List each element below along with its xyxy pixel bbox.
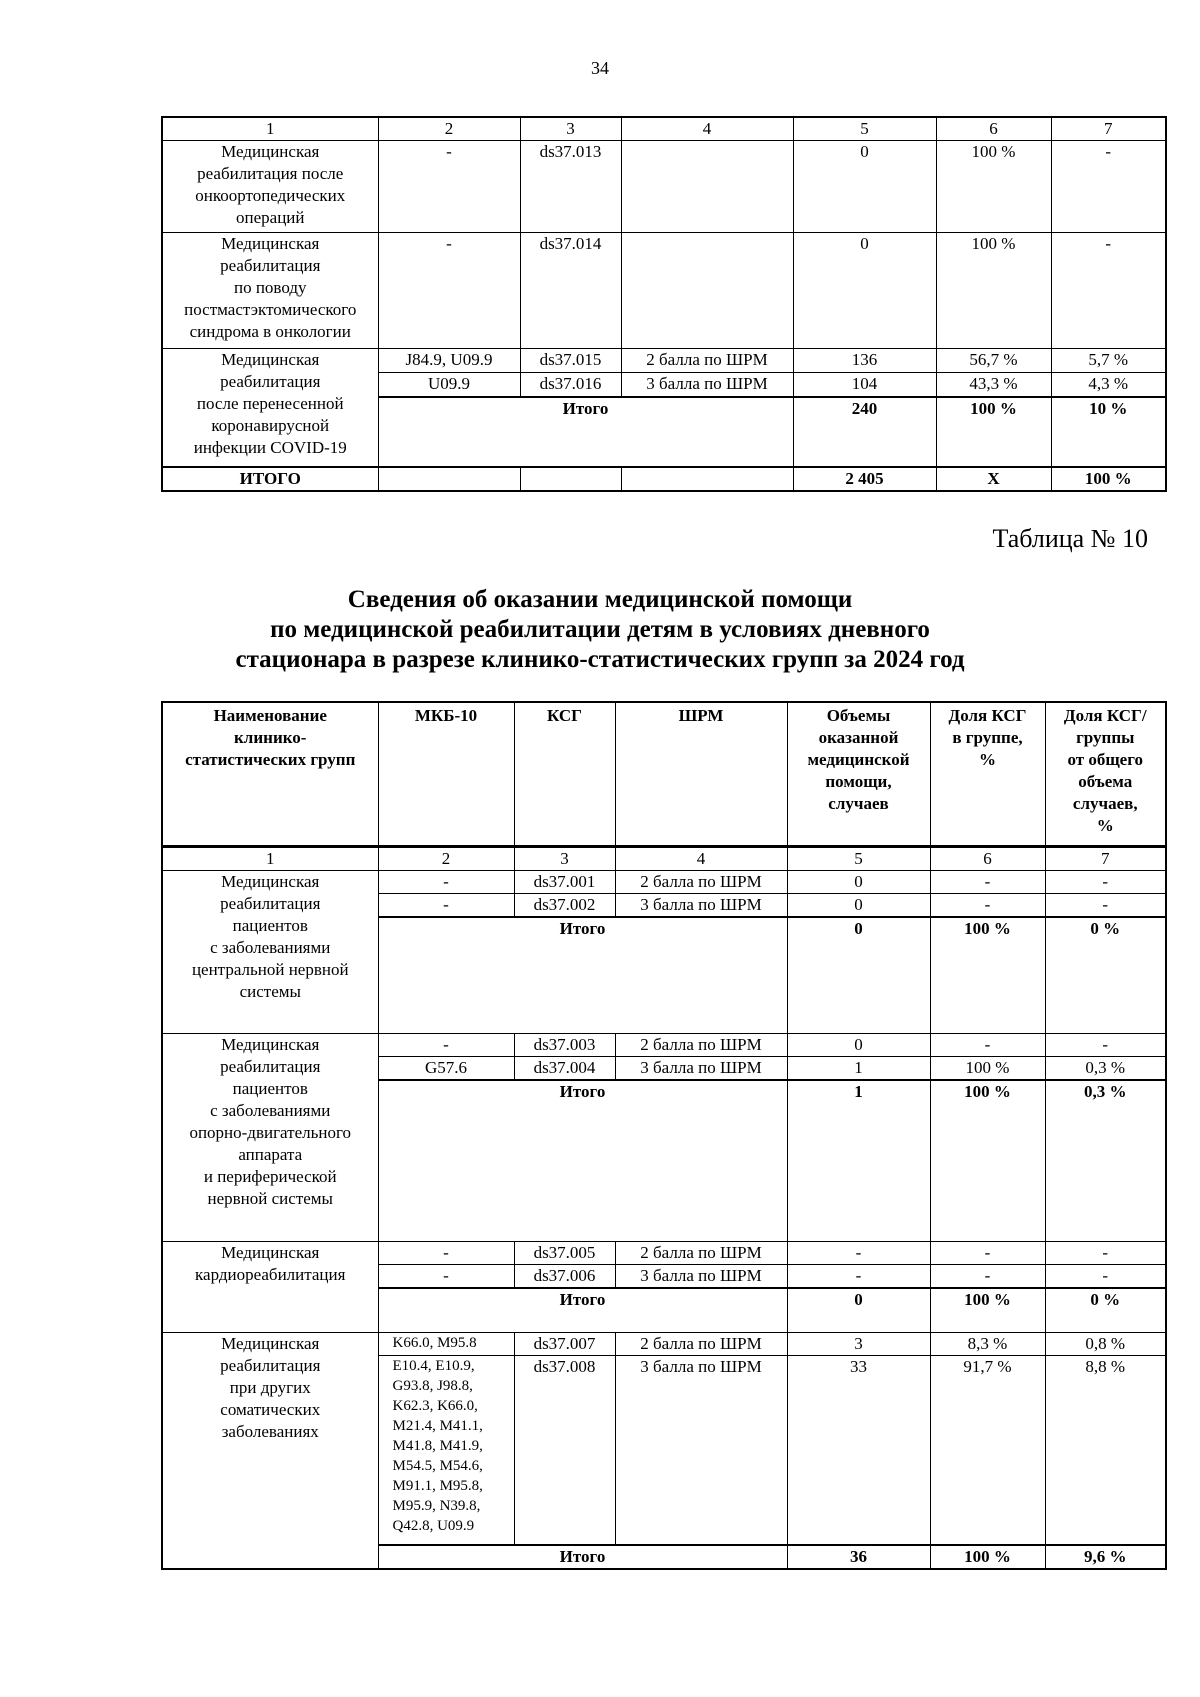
group-name: Медицинская реабилитация при других соматических заболеваниях	[162, 1332, 378, 1569]
share-group-cell: 100 %	[930, 1545, 1045, 1569]
shrm-cell	[621, 233, 793, 349]
shrm-cell: 2 балла по ШРМ	[615, 1242, 787, 1265]
share-total-cell: 100 %	[1051, 467, 1166, 491]
volume-cell: 240	[793, 397, 936, 467]
share-total-cell: 0,3 %	[1045, 1056, 1166, 1080]
col-number: 1	[162, 847, 378, 871]
group-name: Медицинская реабилитация по поводу постмастэктомического синдрома в онкологии	[162, 233, 378, 349]
volume-cell: 136	[793, 349, 936, 373]
share-group-cell: 100 %	[936, 141, 1051, 233]
share-total-cell: 0 %	[1045, 917, 1166, 1033]
volume-cell: 1	[787, 1080, 930, 1242]
share-group-cell: X	[936, 467, 1051, 491]
share-total-cell: 5,7 %	[1051, 349, 1166, 373]
header-share-total: Доля КСГ/ группы от общего объема случаев, %	[1045, 702, 1166, 847]
share-group-cell: 91,7 %	[930, 1355, 1045, 1545]
ksg-cell: ds37.016	[520, 373, 621, 397]
mkb-cell: -	[378, 871, 514, 894]
ksg-cell: ds37.013	[520, 141, 621, 233]
table-number: Таблица № 10	[992, 524, 1148, 553]
header-name: Наименование клинико- статистических групп	[162, 702, 378, 847]
col-number: 7	[1051, 117, 1166, 141]
mkb-cell: -	[378, 1033, 514, 1056]
table-row	[162, 1242, 1166, 1265]
column-number-row	[162, 847, 1166, 871]
header-share-group: Доля КСГ в группе, %	[930, 702, 1045, 847]
share-total-cell: -	[1045, 894, 1166, 918]
volume-cell: 0	[787, 1288, 930, 1332]
share-group-cell: 100 %	[930, 917, 1045, 1033]
page-title: Сведения об оказании медицинской помощи по медицинской реабилитации детям в условиях дневного стационара в разрезе клинико-статистических групп за 2024 год	[235, 586, 965, 673]
subtotal-label: Итого	[378, 917, 787, 1033]
share-group-cell: 8,3 %	[930, 1332, 1045, 1355]
column-number-row	[162, 117, 1166, 141]
ksg-cell: ds37.005	[514, 1242, 615, 1265]
share-group-cell: -	[930, 894, 1045, 918]
share-total-cell: -	[1051, 233, 1166, 349]
share-total-cell: 0,8 %	[1045, 1332, 1166, 1355]
group-name: Медицинская реабилитация пациентов с заболеваниями опорно-двигательного аппарата и периферической нервной системы	[162, 1033, 378, 1242]
mkb-cell: -	[378, 1265, 514, 1289]
shrm-cell: 2 балла по ШРМ	[615, 1332, 787, 1355]
group-name: Медицинская реабилитация пациентов с заболеваниями центральной нервной системы	[162, 871, 378, 1034]
table-row	[162, 233, 1166, 349]
share-total-cell: 4,3 %	[1051, 373, 1166, 397]
share-total-cell: -	[1045, 1033, 1166, 1056]
ksg-cell: ds37.015	[520, 349, 621, 373]
share-total-cell: 10 %	[1051, 397, 1166, 467]
volume-cell: 0	[793, 141, 936, 233]
col-number: 3	[520, 117, 621, 141]
table-row	[162, 1033, 1166, 1056]
col-number: 6	[936, 117, 1051, 141]
shrm-cell: 2 балла по ШРМ	[615, 1033, 787, 1056]
volume-cell: 0	[787, 871, 930, 894]
share-total-cell: -	[1045, 1265, 1166, 1289]
volume-cell: 104	[793, 373, 936, 397]
table-row	[162, 1332, 1166, 1355]
share-total-cell: 8,8 %	[1045, 1355, 1166, 1545]
ksg-cell: ds37.008	[514, 1355, 615, 1545]
mkb-cell: -	[378, 894, 514, 918]
ksg-cell: ds37.002	[514, 894, 615, 918]
volume-cell: -	[787, 1265, 930, 1289]
empty-cell	[520, 467, 621, 491]
col-number: 2	[378, 847, 514, 871]
header-volume: Объемы оказанной медицинской помощи, случаев	[787, 702, 930, 847]
subtotal-label: Итого	[378, 1288, 787, 1332]
share-group-cell: 100 %	[936, 397, 1051, 467]
col-number: 4	[621, 117, 793, 141]
share-group-cell: -	[930, 1033, 1045, 1056]
grand-total-row	[162, 467, 1166, 491]
col-number: 2	[378, 117, 520, 141]
group-name: Медицинская реабилитация после онкоортопедических операций	[162, 141, 378, 233]
volume-cell: 33	[787, 1355, 930, 1545]
share-group-cell: 100 %	[936, 233, 1051, 349]
mkb-cell: -	[378, 233, 520, 349]
share-group-cell: -	[930, 1242, 1045, 1265]
share-group-cell: -	[930, 1265, 1045, 1289]
shrm-cell: 3 балла по ШРМ	[615, 894, 787, 918]
volume-cell: 3	[787, 1332, 930, 1355]
col-number: 5	[793, 117, 936, 141]
table-row	[162, 349, 1166, 373]
share-total-cell: -	[1045, 1242, 1166, 1265]
empty-cell	[378, 467, 520, 491]
share-total-cell: -	[1045, 871, 1166, 894]
col-number: 4	[615, 847, 787, 871]
share-total-cell: 9,6 %	[1045, 1545, 1166, 1569]
header-shrm: ШРМ	[615, 702, 787, 847]
mkb-cell: U09.9	[378, 373, 520, 397]
group-name: Медицинская кардиореабилитация	[162, 1242, 378, 1333]
col-number: 7	[1045, 847, 1166, 871]
volume-cell: 1	[787, 1056, 930, 1080]
shrm-cell	[621, 141, 793, 233]
continuation-table	[161, 116, 1167, 492]
share-group-cell: 100 %	[930, 1080, 1045, 1242]
header-row	[162, 702, 1166, 847]
page-number: 34	[591, 58, 609, 78]
share-group-cell: 100 %	[930, 1288, 1045, 1332]
mkb-cell: -	[378, 141, 520, 233]
volume-cell: -	[787, 1242, 930, 1265]
share-total-cell: -	[1051, 141, 1166, 233]
shrm-cell: 3 балла по ШРМ	[615, 1355, 787, 1545]
table-row	[162, 141, 1166, 233]
mkb-cell: -	[378, 1242, 514, 1265]
rehabilitation-table	[161, 701, 1167, 1570]
share-group-cell: 43,3 %	[936, 373, 1051, 397]
share-group-cell: 56,7 %	[936, 349, 1051, 373]
volume-cell: 0	[787, 1033, 930, 1056]
share-group-cell: -	[930, 871, 1045, 894]
header-ksg: КСГ	[514, 702, 615, 847]
shrm-cell: 3 балла по ШРМ	[615, 1056, 787, 1080]
header-mkb: МКБ-10	[378, 702, 514, 847]
ksg-cell: ds37.001	[514, 871, 615, 894]
ksg-cell: ds37.014	[520, 233, 621, 349]
mkb-cell: E10.4, E10.9, G93.8, J98.8, K62.3, K66.0, M21.4, M41.1, M41.8, M41.9, M54.5, M54.6, M91.1, M95.8, M95.9, N39.8, Q42.8, U09.9	[378, 1355, 514, 1545]
volume-cell: 2 405	[793, 467, 936, 491]
volume-cell: 0	[793, 233, 936, 349]
table-row	[162, 871, 1166, 894]
mkb-cell: G57.6	[378, 1056, 514, 1080]
shrm-cell: 3 балла по ШРМ	[621, 373, 793, 397]
ksg-cell: ds37.004	[514, 1056, 615, 1080]
share-total-cell: 0,3 %	[1045, 1080, 1166, 1242]
volume-cell: 0	[787, 894, 930, 918]
group-name: Медицинская реабилитация после перенесенной коронавирусной инфекции COVID-19	[162, 349, 378, 467]
col-number: 3	[514, 847, 615, 871]
shrm-cell: 2 балла по ШРМ	[621, 349, 793, 373]
mkb-cell: K66.0, M95.8	[378, 1332, 514, 1355]
subtotal-label: Итого	[378, 1545, 787, 1569]
empty-cell	[621, 467, 793, 491]
ksg-cell: ds37.007	[514, 1332, 615, 1355]
grand-total-label: ИТОГО	[162, 467, 378, 491]
col-number: 6	[930, 847, 1045, 871]
ksg-cell: ds37.003	[514, 1033, 615, 1056]
mkb-cell: J84.9, U09.9	[378, 349, 520, 373]
subtotal-label: Итого	[378, 1080, 787, 1242]
volume-cell: 0	[787, 917, 930, 1033]
subtotal-label: Итого	[378, 397, 793, 467]
shrm-cell: 3 балла по ШРМ	[615, 1265, 787, 1289]
col-number: 5	[787, 847, 930, 871]
col-number: 1	[162, 117, 378, 141]
volume-cell: 36	[787, 1545, 930, 1569]
share-group-cell: 100 %	[930, 1056, 1045, 1080]
ksg-cell: ds37.006	[514, 1265, 615, 1289]
shrm-cell: 2 балла по ШРМ	[615, 871, 787, 894]
share-total-cell: 0 %	[1045, 1288, 1166, 1332]
